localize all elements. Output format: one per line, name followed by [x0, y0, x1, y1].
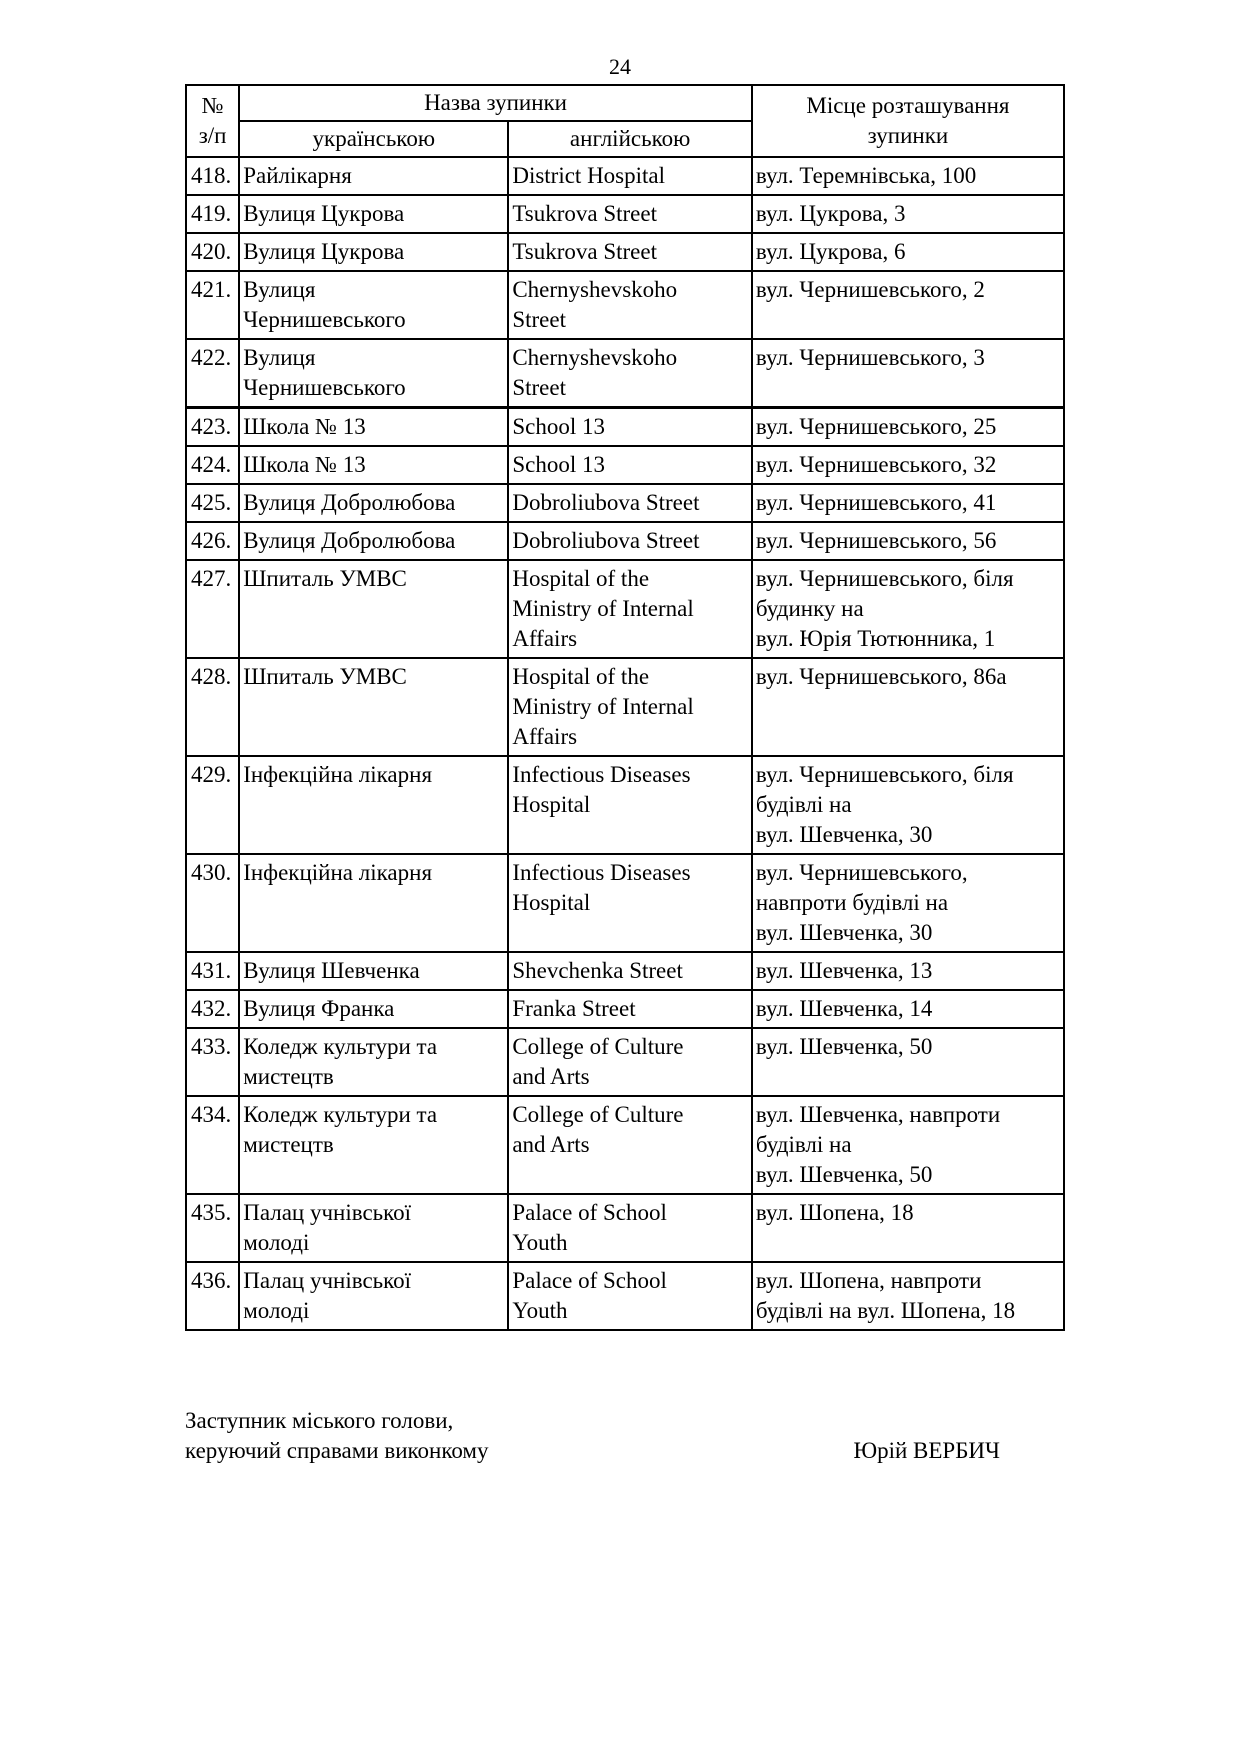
cell-location-line: вул. Чернишевського, 25 — [755, 414, 997, 439]
header-stop-name: Назва зупинки — [239, 85, 752, 121]
cell-name-english-line: Street — [512, 375, 566, 400]
cell-location-line: вул. Шевченка, 30 — [755, 822, 933, 847]
cell-name-ukrainian — [239, 522, 508, 560]
cell-name-ukrainian — [239, 1096, 508, 1194]
cell-name-ukrainian-line: Вулиця Добролюбова — [243, 528, 456, 553]
cell-name-english-line: Street — [512, 307, 566, 332]
cell-number: 423. — [186, 408, 239, 447]
cell-number: 422. — [186, 339, 239, 408]
cell-name-english-line: Palace of School — [512, 1268, 667, 1293]
cell-number: 420. — [186, 233, 239, 271]
cell-name-english-line: Dobroliubova Street — [512, 528, 700, 553]
cell-location-line: вул. Шопена, 18 — [755, 1200, 914, 1225]
cell-location-line: вул. Чернишевського, 86а — [755, 664, 1007, 689]
cell-location-line: вул. Чернишевського, біля — [755, 566, 1014, 591]
cell-name-english-line: Infectious Diseases — [512, 762, 691, 787]
cell-location-line: вул. Шевченка, навпроти — [755, 1102, 1001, 1127]
cell-name-english-line: Chernyshevskoho — [512, 345, 678, 370]
cell-location — [752, 408, 1064, 447]
cell-name-english-line: School 13 — [512, 414, 605, 439]
cell-name-english — [508, 1262, 752, 1330]
cell-location-line: будівлі на — [755, 1132, 852, 1157]
table-row — [186, 522, 1064, 560]
cell-name-ukrainian-line: Інфекційна лікарня — [243, 860, 433, 885]
cell-name-ukrainian-line: Чернишевського — [243, 307, 406, 332]
cell-number: 418. — [186, 157, 239, 195]
table-row — [186, 157, 1064, 195]
cell-name-english — [508, 408, 752, 447]
cell-number: 426. — [186, 522, 239, 560]
cell-number: 421. — [186, 271, 239, 339]
cell-name-ukrainian — [239, 658, 508, 756]
signature-row — [185, 1436, 1000, 1466]
cell-number: 433. — [186, 1028, 239, 1096]
cell-name-english-line: Hospital — [512, 792, 591, 817]
cell-name-ukrainian — [239, 952, 508, 990]
table-body — [186, 157, 1064, 1330]
cell-location — [752, 658, 1064, 756]
cell-location-line: вул. Чернишевського, біля — [755, 762, 1014, 787]
cell-location-line: вул. Шопена, навпроти — [755, 1268, 982, 1293]
cell-number: 424. — [186, 446, 239, 484]
cell-name-ukrainian-line: молоді — [243, 1298, 310, 1323]
cell-location-line: вул. Шевченка, 13 — [755, 958, 933, 983]
cell-name-ukrainian — [239, 484, 508, 522]
cell-name-ukrainian-line: Райлікарня — [243, 163, 352, 188]
cell-name-english-line: College of Culture — [512, 1102, 684, 1127]
table-row — [186, 854, 1064, 952]
cell-name-english — [508, 854, 752, 952]
cell-name-ukrainian-line: Чернишевського — [243, 375, 406, 400]
cell-name-ukrainian — [239, 271, 508, 339]
cell-location — [752, 1262, 1064, 1330]
cell-location-line: будівлі на — [755, 792, 852, 817]
cell-name-english-line: Hospital of the — [512, 664, 650, 689]
cell-name-english-line: and Arts — [512, 1064, 590, 1089]
cell-number: 430. — [186, 854, 239, 952]
cell-location-line: будинку на — [755, 596, 864, 621]
cell-location-line: вул. Чернишевського, 3 — [755, 345, 985, 370]
cell-name-english — [508, 1028, 752, 1096]
cell-name-english-line: and Arts — [512, 1132, 590, 1157]
cell-location-line: вул. Теремнівська, 100 — [755, 163, 977, 188]
cell-name-ukrainian-line: Вулиця — [243, 345, 316, 370]
cell-name-ukrainian — [239, 408, 508, 447]
cell-location-line: навпроти будівлі на — [755, 890, 949, 915]
cell-location-line: вул. Цукрова, 6 — [755, 239, 906, 264]
cell-location-line: вул. Чернишевського, — [755, 860, 968, 885]
header-number-line2: з/п — [198, 123, 227, 148]
cell-number: 436. — [186, 1262, 239, 1330]
cell-number: 434. — [186, 1096, 239, 1194]
cell-name-ukrainian — [239, 756, 508, 854]
cell-name-english — [508, 446, 752, 484]
cell-name-ukrainian-line: Коледж культури та — [243, 1034, 438, 1059]
cell-name-ukrainian-line: Вулиця Франка — [243, 996, 395, 1021]
cell-name-ukrainian-line: Палац учнівської — [243, 1200, 412, 1225]
table-row — [186, 1096, 1064, 1194]
cell-location — [752, 195, 1064, 233]
cell-name-english-line: Affairs — [512, 724, 578, 749]
cell-name-ukrainian-line: Школа № 13 — [243, 452, 366, 477]
cell-location-line: вул. Чернишевського, 56 — [755, 528, 997, 553]
cell-location — [752, 1096, 1064, 1194]
table-row — [186, 339, 1064, 408]
cell-name-ukrainian — [239, 1194, 508, 1262]
cell-number: 435. — [186, 1194, 239, 1262]
signatory-title-line2: керуючий справами виконкому — [185, 1438, 489, 1463]
cell-location — [752, 271, 1064, 339]
cell-name-english — [508, 560, 752, 658]
cell-location — [752, 484, 1064, 522]
cell-location-line: вул. Чернишевського, 2 — [755, 277, 985, 302]
cell-name-ukrainian-line: Вулиця Цукрова — [243, 239, 405, 264]
cell-name-ukrainian — [239, 560, 508, 658]
header-location-line1: Місце розташування — [806, 93, 1010, 118]
table-row — [186, 990, 1064, 1028]
table-row — [186, 756, 1064, 854]
cell-location-line: вул. Юрія Тютюнника, 1 — [755, 626, 996, 651]
cell-location-line: вул. Цукрова, 3 — [755, 201, 906, 226]
table-row — [186, 484, 1064, 522]
cell-name-english — [508, 233, 752, 271]
cell-name-english-line: Dobroliubova Street — [512, 490, 700, 515]
cell-name-english — [508, 339, 752, 408]
cell-location — [752, 1194, 1064, 1262]
cell-name-ukrainian — [239, 990, 508, 1028]
table-row — [186, 952, 1064, 990]
cell-name-ukrainian-line: Коледж культури та — [243, 1102, 438, 1127]
cell-name-english — [508, 756, 752, 854]
cell-name-english — [508, 1194, 752, 1262]
cell-name-english-line: Tsukrova Street — [512, 201, 657, 226]
cell-name-english — [508, 522, 752, 560]
cell-name-ukrainian-line: мистецтв — [243, 1132, 334, 1157]
header-number — [186, 85, 239, 157]
cell-name-ukrainian — [239, 233, 508, 271]
cell-name-ukrainian-line: Вулиця Шевченка — [243, 958, 420, 983]
cell-name-ukrainian-line: Палац учнівської — [243, 1268, 412, 1293]
signatory-name: Юрій ВЕРБИЧ — [853, 1438, 1000, 1463]
cell-name-english — [508, 990, 752, 1028]
cell-name-english — [508, 195, 752, 233]
cell-location — [752, 990, 1064, 1028]
cell-name-english-line: Youth — [512, 1230, 568, 1255]
cell-name-english-line: Shevchenka Street — [512, 958, 683, 983]
cell-number: 429. — [186, 756, 239, 854]
table-row — [186, 446, 1064, 484]
cell-name-ukrainian-line: Шпиталь УМВС — [243, 566, 407, 591]
cell-location-line: вул. Чернишевського, 41 — [755, 490, 997, 515]
cell-location — [752, 233, 1064, 271]
cell-name-english — [508, 952, 752, 990]
cell-name-ukrainian — [239, 854, 508, 952]
table-row — [186, 233, 1064, 271]
cell-name-english-line: Palace of School — [512, 1200, 667, 1225]
cell-name-english-line: Hospital of the — [512, 566, 650, 591]
table-row — [186, 1028, 1064, 1096]
cell-number: 425. — [186, 484, 239, 522]
cell-location-line: будівлі на вул. Шопена, 18 — [755, 1298, 1016, 1323]
cell-location — [752, 339, 1064, 408]
bus-stops-table — [185, 84, 1065, 1331]
cell-name-ukrainian — [239, 195, 508, 233]
cell-location — [752, 854, 1064, 952]
signatory-title-line1: Заступник міського голови, — [185, 1408, 454, 1433]
cell-name-english — [508, 1096, 752, 1194]
header-english: англійською — [508, 121, 752, 157]
header-number-line1: № — [201, 93, 224, 118]
cell-name-ukrainian — [239, 339, 508, 408]
cell-location-line: вул. Шевченка, 50 — [755, 1034, 933, 1059]
cell-location-line: вул. Шевченка, 50 — [755, 1162, 933, 1187]
cell-name-ukrainian-line: Вулиця Добролюбова — [243, 490, 456, 515]
table-row — [186, 658, 1064, 756]
table-row — [186, 271, 1064, 339]
cell-name-english-line: Franka Street — [512, 996, 636, 1021]
header-ukrainian: українською — [239, 121, 508, 157]
cell-location — [752, 446, 1064, 484]
cell-number: 428. — [186, 658, 239, 756]
table-row — [186, 408, 1064, 447]
cell-location — [752, 756, 1064, 854]
cell-name-ukrainian-line: молоді — [243, 1230, 310, 1255]
cell-location — [752, 952, 1064, 990]
cell-name-english — [508, 271, 752, 339]
header-location-line2: зупинки — [867, 123, 949, 148]
table-row — [186, 1262, 1064, 1330]
cell-name-ukrainian — [239, 1262, 508, 1330]
cell-name-ukrainian-line: мистецтв — [243, 1064, 334, 1089]
cell-name-ukrainian — [239, 157, 508, 195]
cell-location-line: вул. Шевченка, 14 — [755, 996, 933, 1021]
cell-name-english-line: Affairs — [512, 626, 578, 651]
cell-location — [752, 522, 1064, 560]
cell-name-english — [508, 157, 752, 195]
cell-name-english — [508, 658, 752, 756]
cell-name-english-line: Chernyshevskoho — [512, 277, 678, 302]
cell-location — [752, 157, 1064, 195]
cell-name-english-line: Ministry of Internal — [512, 596, 694, 621]
cell-name-ukrainian-line: Шпиталь УМВС — [243, 664, 407, 689]
cell-name-ukrainian-line: Школа № 13 — [243, 414, 366, 439]
table-header-row — [186, 85, 1064, 121]
table-row — [186, 560, 1064, 658]
cell-number: 432. — [186, 990, 239, 1028]
cell-name-english-line: District Hospital — [512, 163, 666, 188]
cell-name-ukrainian-line: Вулиця Цукрова — [243, 201, 405, 226]
cell-location — [752, 560, 1064, 658]
cell-location-line: вул. Чернишевського, 32 — [755, 452, 997, 477]
cell-name-english-line: College of Culture — [512, 1034, 684, 1059]
cell-number: 427. — [186, 560, 239, 658]
table-row — [186, 1194, 1064, 1262]
cell-number: 419. — [186, 195, 239, 233]
cell-location-line: вул. Шевченка, 30 — [755, 920, 933, 945]
table-row — [186, 195, 1064, 233]
cell-name-ukrainian-line: Інфекційна лікарня — [243, 762, 433, 787]
cell-name-ukrainian — [239, 446, 508, 484]
cell-name-english-line: Youth — [512, 1298, 568, 1323]
cell-name-english — [508, 484, 752, 522]
cell-name-english-line: Hospital — [512, 890, 591, 915]
signature-block — [185, 1406, 1000, 1466]
cell-name-ukrainian — [239, 1028, 508, 1096]
cell-name-english-line: Infectious Diseases — [512, 860, 691, 885]
cell-name-english-line: Tsukrova Street — [512, 239, 657, 264]
page-number: 24 — [609, 54, 631, 79]
cell-location — [752, 1028, 1064, 1096]
cell-name-english-line: School 13 — [512, 452, 605, 477]
header-location — [752, 85, 1064, 157]
cell-name-ukrainian-line: Вулиця — [243, 277, 316, 302]
cell-name-english-line: Ministry of Internal — [512, 694, 694, 719]
cell-number: 431. — [186, 952, 239, 990]
